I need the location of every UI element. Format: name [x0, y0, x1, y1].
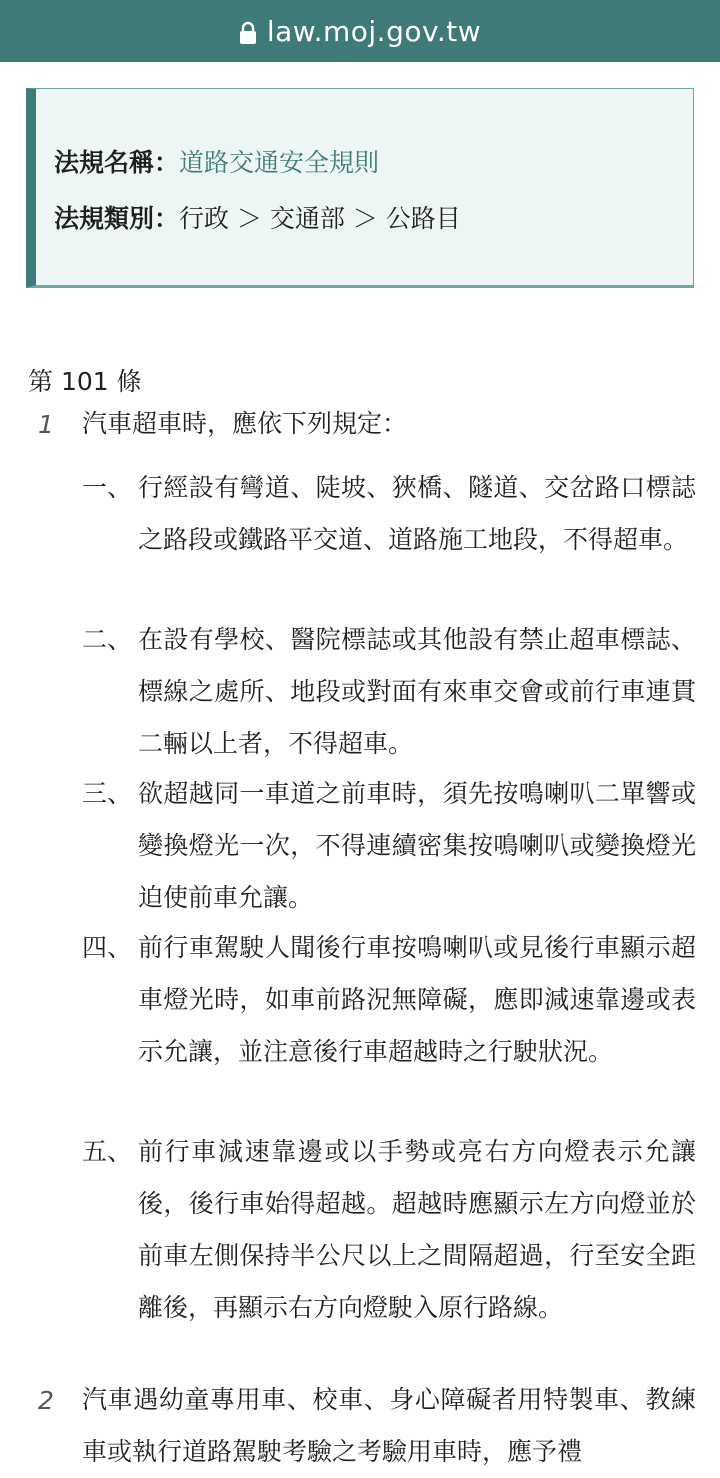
law-category-row: [54, 199, 461, 235]
url-text: law.moj.gov.tw: [266, 14, 482, 48]
article-title: 第 101 條: [28, 367, 142, 396]
list-item: [82, 462, 696, 566]
address-bar[interactable]: [0, 0, 720, 62]
paragraph-text: 汽車遇幼童專用車、校車、身心障礙者用特製車、教練車或執行道路駕駛考驗之考驗用車時，應予禮: [82, 1385, 696, 1466]
list-item: [82, 768, 696, 924]
law-name-link[interactable]: 道路交通安全規則: [179, 148, 380, 177]
law-name-label: 法規名稱：: [54, 148, 180, 177]
url-display[interactable]: [239, 15, 481, 48]
law-info-box: [26, 88, 694, 288]
item-index: 三、: [82, 779, 133, 808]
paragraph-text: 汽車超車時，應依下列規定：: [82, 409, 408, 438]
item-text: 前行車駕駛人聞後行車按鳴喇叭或見後行車顯示超車燈光時，如車前路況無障礙，應即減速靠邊或表示允讓，並注意後行車超越時之行駛狀況。: [138, 933, 696, 1066]
paragraph-number: 2: [38, 1386, 54, 1415]
law-category-label: 法規類別：: [54, 204, 180, 233]
list-item: [82, 1126, 696, 1334]
item-text: 行經設有彎道、陡坡、狹橋、隧道、交岔路口標誌之路段或鐵路平交道、道路施工地段，不得超車。: [138, 473, 696, 554]
item-text: 在設有學校、醫院標誌或其他設有禁止超車標誌、標線之處所、地段或對面有來車交會或前行車連貫二輛以上者，不得超車。: [138, 625, 696, 758]
law-name-row: [54, 143, 379, 179]
item-text: 欲超越同一車道之前車時，須先按鳴喇叭二單響或變換燈光一次，不得連續密集按鳴喇叭或變換燈光迫使前車允讓。: [138, 779, 696, 912]
law-category-value: 行政 ＞ 交通部 ＞ 公路目: [179, 204, 461, 233]
item-index: 一、: [82, 473, 133, 502]
list-item: [82, 922, 696, 1078]
list-item: [82, 614, 696, 770]
item-index: 二、: [82, 625, 133, 654]
item-text: 前行車減速靠邊或以手勢或亮右方向燈表示允讓後，後行車始得超越。超越時應顯示左方向燈並於前車左側保持半公尺以上之間隔超過，行至安全距離後，再顯示右方向燈駛入原行路線。: [138, 1137, 696, 1322]
lock-icon: [239, 19, 257, 43]
paragraph-number: 1: [38, 410, 54, 439]
item-index: 四、: [82, 933, 133, 962]
item-index: 五、: [82, 1137, 133, 1166]
